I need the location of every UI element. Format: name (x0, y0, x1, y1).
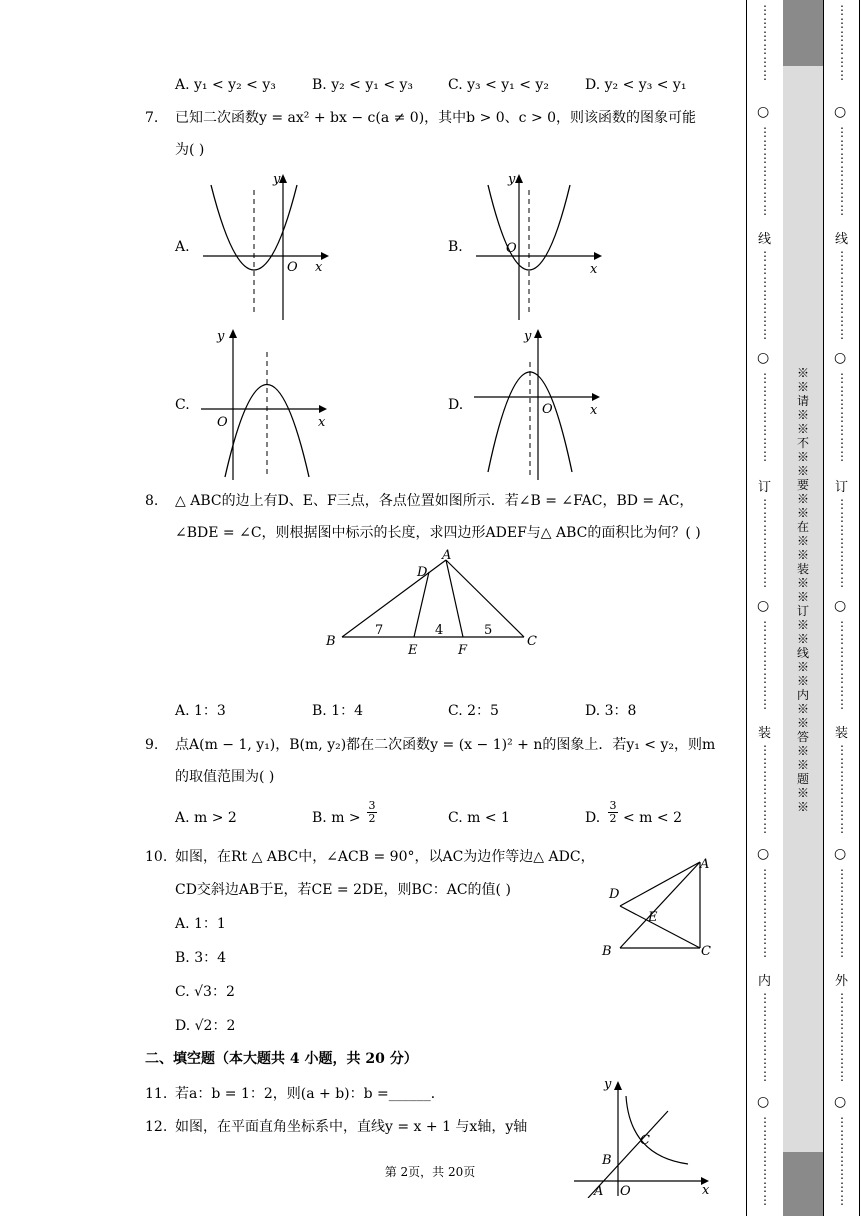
q9-option-c: C. m < 1 (448, 810, 510, 826)
q7-graph-c (195, 322, 340, 482)
q9-option-d-tail: < m < 2 (623, 810, 682, 826)
q7-option-d-label: D. (448, 397, 464, 413)
inner-dots-3: ⋮ ⋮ ⋮ ⋮ ⋮ ⋮ ⋮ (759, 249, 771, 341)
q8-stem-line1: △ ABC的边上有D、E、F三点，各点位置如图所示．若∠B = ∠FAC，BD = AC， (175, 493, 694, 509)
outer-dots-5: ⋮ ⋮ ⋮ ⋮ ⋮ ⋮ ⋮ (836, 497, 848, 589)
q9-stem-line2: 的取值范围为( ) (175, 769, 275, 785)
q9-option-d-fraction (608, 800, 618, 825)
q7-option-c-label: C. (175, 397, 190, 413)
q11-number: 11. (145, 1086, 168, 1102)
graph-b-origin-label: O (506, 241, 517, 256)
inner-dots-10: ⋮ ⋮ ⋮ ⋮ ⋮ ⋮ ⋮ (759, 1115, 771, 1207)
graph-d-x-label: x (590, 403, 598, 418)
q7-option-a-label: A. (175, 239, 190, 255)
q7-graph-a (195, 165, 340, 325)
inner-circle-2: ○ (757, 350, 770, 366)
fraction-numerator: 3 (609, 799, 617, 812)
outer-char-zhuang: 装 (835, 726, 849, 741)
q9-option-d: D. (585, 810, 601, 826)
q7-number: 7. (145, 110, 159, 126)
graph-d-y-label: y (524, 329, 532, 344)
q12-stem: 如图，在平面直角坐标系中，直线y = x + 1 与x轴，y轴 (175, 1119, 528, 1135)
inner-circle-4: ○ (757, 846, 770, 862)
inner-dots-1: ⋮ ⋮ ⋮ ⋮ ⋮ ⋮ (759, 3, 771, 82)
q6-option-a: A. y₁ < y₂ < y₃ (175, 77, 276, 93)
fig10-label-c: C (701, 944, 711, 959)
binding-outer-column (824, 0, 860, 1216)
inner-dots-4: ⋮ ⋮ ⋮ ⋮ ⋮ ⋮ ⋮ (759, 371, 771, 463)
outer-char-xian: 线 (835, 232, 849, 247)
outer-dots-6: ⋮ ⋮ ⋮ ⋮ ⋮ ⋮ ⋮ (836, 619, 848, 711)
inner-dots-9: ⋮ ⋮ ⋮ ⋮ ⋮ ⋮ ⋮ (759, 991, 771, 1083)
page-number: 第 2页，共 20页 (384, 1165, 476, 1179)
outer-char-ding: 订 (835, 480, 849, 495)
graph-b-y-label: y (508, 172, 516, 187)
outer-dots-8: ⋮ ⋮ ⋮ ⋮ ⋮ ⋮ ⋮ (836, 867, 848, 959)
inner-circle-5: ○ (757, 1094, 770, 1110)
fig8-label-e: E (408, 643, 418, 658)
fig8-label-d: D (417, 565, 428, 580)
gray-block-bottom (783, 1152, 823, 1216)
fig8-length-4: 4 (435, 623, 444, 638)
q10-option-c: C. √3：2 (175, 984, 235, 1000)
q10-triangle-figure (598, 848, 720, 963)
graph-a-origin-label: O (287, 260, 298, 275)
warning-text: ※※请※※不※※要※※在※※装※※订※※线※※内※※答※※题※※ (796, 366, 809, 814)
q8-option-b: B. 1：4 (312, 703, 364, 719)
fig12-y-label: y (604, 1077, 612, 1092)
q9-option-b-fraction (367, 800, 377, 825)
fig10-label-d: D (609, 887, 620, 902)
inner-char-nei: 内 (758, 974, 772, 989)
inner-char-ding: 订 (758, 480, 772, 495)
fig8-length-7: 7 (375, 623, 384, 638)
q7-graph-d (468, 322, 613, 482)
fraction-numerator: 3 (368, 799, 376, 812)
binding-warning-strip (783, 0, 824, 1216)
fraction-denominator: 2 (609, 812, 617, 825)
q7-option-b-label: B. (448, 239, 463, 255)
fig10-label-b: B (602, 944, 612, 959)
inner-circle-1: ○ (757, 104, 770, 120)
fig8-label-a: A (442, 548, 452, 563)
fig12-label-c: C (640, 1133, 650, 1148)
q7-stem-line1: 已知二次函数y = ax² + bx − c(a ≠ 0)，其中b > 0、c > 0，则该函数的图象可能 (175, 110, 697, 126)
outer-circle-1: ○ (834, 104, 847, 120)
q8-stem-line2: ∠BDE = ∠C，则根据图中标示的长度，求四边形ADEF与△ ABC的面积比为何？( ) (175, 525, 701, 541)
outer-circle-5: ○ (834, 1094, 847, 1110)
outer-dots-9: ⋮ ⋮ ⋮ ⋮ ⋮ ⋮ ⋮ (836, 991, 848, 1083)
q8-triangle-figure (318, 548, 548, 660)
gray-block-top (783, 0, 823, 66)
q8-number: 8. (145, 493, 159, 509)
fig12-label-a: A (594, 1184, 604, 1198)
q10-stem-line1: 如图，在Rt △ ABC中，∠ACB = 90°，以AC为边作等边△ ADC， (175, 849, 595, 865)
outer-dots-2: ⋮ ⋮ ⋮ ⋮ ⋮ ⋮ ⋮ (836, 125, 848, 217)
q7-graph-b (468, 165, 613, 325)
outer-circle-2: ○ (834, 350, 847, 366)
q9-option-b: B. m > (312, 810, 361, 826)
outer-circle-3: ○ (834, 598, 847, 614)
q11-stem: 若a：b = 1：2，则(a + b)：b =______． (175, 1086, 445, 1102)
outer-char-wai: 外 (835, 974, 849, 989)
graph-c-x-label: x (318, 415, 326, 430)
q9-option-a: A. m > 2 (175, 810, 237, 826)
graph-c-y-label: y (217, 329, 225, 344)
fraction-denominator: 2 (368, 812, 376, 825)
q8-option-a: A. 1：3 (175, 703, 226, 719)
outer-dots-7: ⋮ ⋮ ⋮ ⋮ ⋮ ⋮ ⋮ (836, 743, 848, 835)
outer-dots-4: ⋮ ⋮ ⋮ ⋮ ⋮ ⋮ ⋮ (836, 371, 848, 463)
fig8-label-f: F (458, 643, 468, 658)
inner-char-zhuang: 装 (758, 726, 772, 741)
fig12-label-b: B (602, 1153, 612, 1168)
q10-option-a: A. 1：1 (175, 916, 226, 932)
binding-margin (746, 0, 860, 1216)
inner-dots-5: ⋮ ⋮ ⋮ ⋮ ⋮ ⋮ ⋮ (759, 497, 771, 589)
q6-option-d: D. y₂ < y₃ < y₁ (585, 77, 687, 93)
outer-circle-4: ○ (834, 846, 847, 862)
inner-dots-8: ⋮ ⋮ ⋮ ⋮ ⋮ ⋮ ⋮ (759, 867, 771, 959)
q8-option-c: C. 2：5 (448, 703, 499, 719)
fig12-x-label: x (702, 1183, 710, 1198)
q7-stem-line2: 为( ) (175, 142, 205, 158)
binding-inner-column (746, 0, 784, 1216)
inner-dots-2: ⋮ ⋮ ⋮ ⋮ ⋮ ⋮ ⋮ (759, 125, 771, 217)
graph-b-x-label: x (590, 262, 598, 277)
fig8-length-5: 5 (484, 623, 493, 638)
q9-number: 9. (145, 737, 159, 753)
q10-option-d: D. √2：2 (175, 1018, 236, 1034)
section-heading-fill-blank: 二、填空题（本大题共 4 小题，共 20 分） (145, 1051, 418, 1067)
q10-option-b: B. 3：4 (175, 950, 227, 966)
q10-stem-line2: CD交斜边AB于E，若CE = 2DE，则BC：AC的值( ) (175, 882, 511, 898)
fig10-label-a: A (700, 857, 710, 872)
graph-c-origin-label: O (217, 415, 228, 430)
outer-dots-1: ⋮ ⋮ ⋮ ⋮ ⋮ ⋮ (836, 3, 848, 82)
inner-char-xian: 线 (758, 232, 772, 247)
fig8-label-c: C (527, 634, 537, 649)
q6-option-c: C. y₃ < y₁ < y₂ (448, 77, 549, 93)
graph-a-y-label: y (273, 172, 281, 187)
outer-dots-10: ⋮ ⋮ ⋮ ⋮ ⋮ ⋮ ⋮ (836, 1115, 848, 1207)
page-footer (0, 1163, 860, 1180)
q8-option-d: D. 3：8 (585, 703, 637, 719)
inner-dots-6: ⋮ ⋮ ⋮ ⋮ ⋮ ⋮ ⋮ (759, 619, 771, 711)
inner-circle-3: ○ (757, 598, 770, 614)
fig10-label-e: E (648, 910, 658, 925)
q6-option-b: B. y₂ < y₁ < y₃ (312, 77, 414, 93)
inner-dots-7: ⋮ ⋮ ⋮ ⋮ ⋮ ⋮ ⋮ (759, 743, 771, 835)
q12-number: 12. (145, 1119, 168, 1135)
outer-dots-3: ⋮ ⋮ ⋮ ⋮ ⋮ ⋮ ⋮ (836, 249, 848, 341)
graph-a-x-label: x (315, 260, 323, 275)
fig8-label-b: B (326, 634, 336, 649)
q10-number: 10. (145, 849, 168, 865)
graph-d-origin-label: O (542, 402, 553, 417)
q9-stem-line1: 点A(m − 1, y₁)，B(m, y₂)都在二次函数y = (x − 1)² + n的图象上．若y₁ < y₂，则m (175, 737, 716, 753)
fig12-origin-label: O (620, 1184, 631, 1198)
